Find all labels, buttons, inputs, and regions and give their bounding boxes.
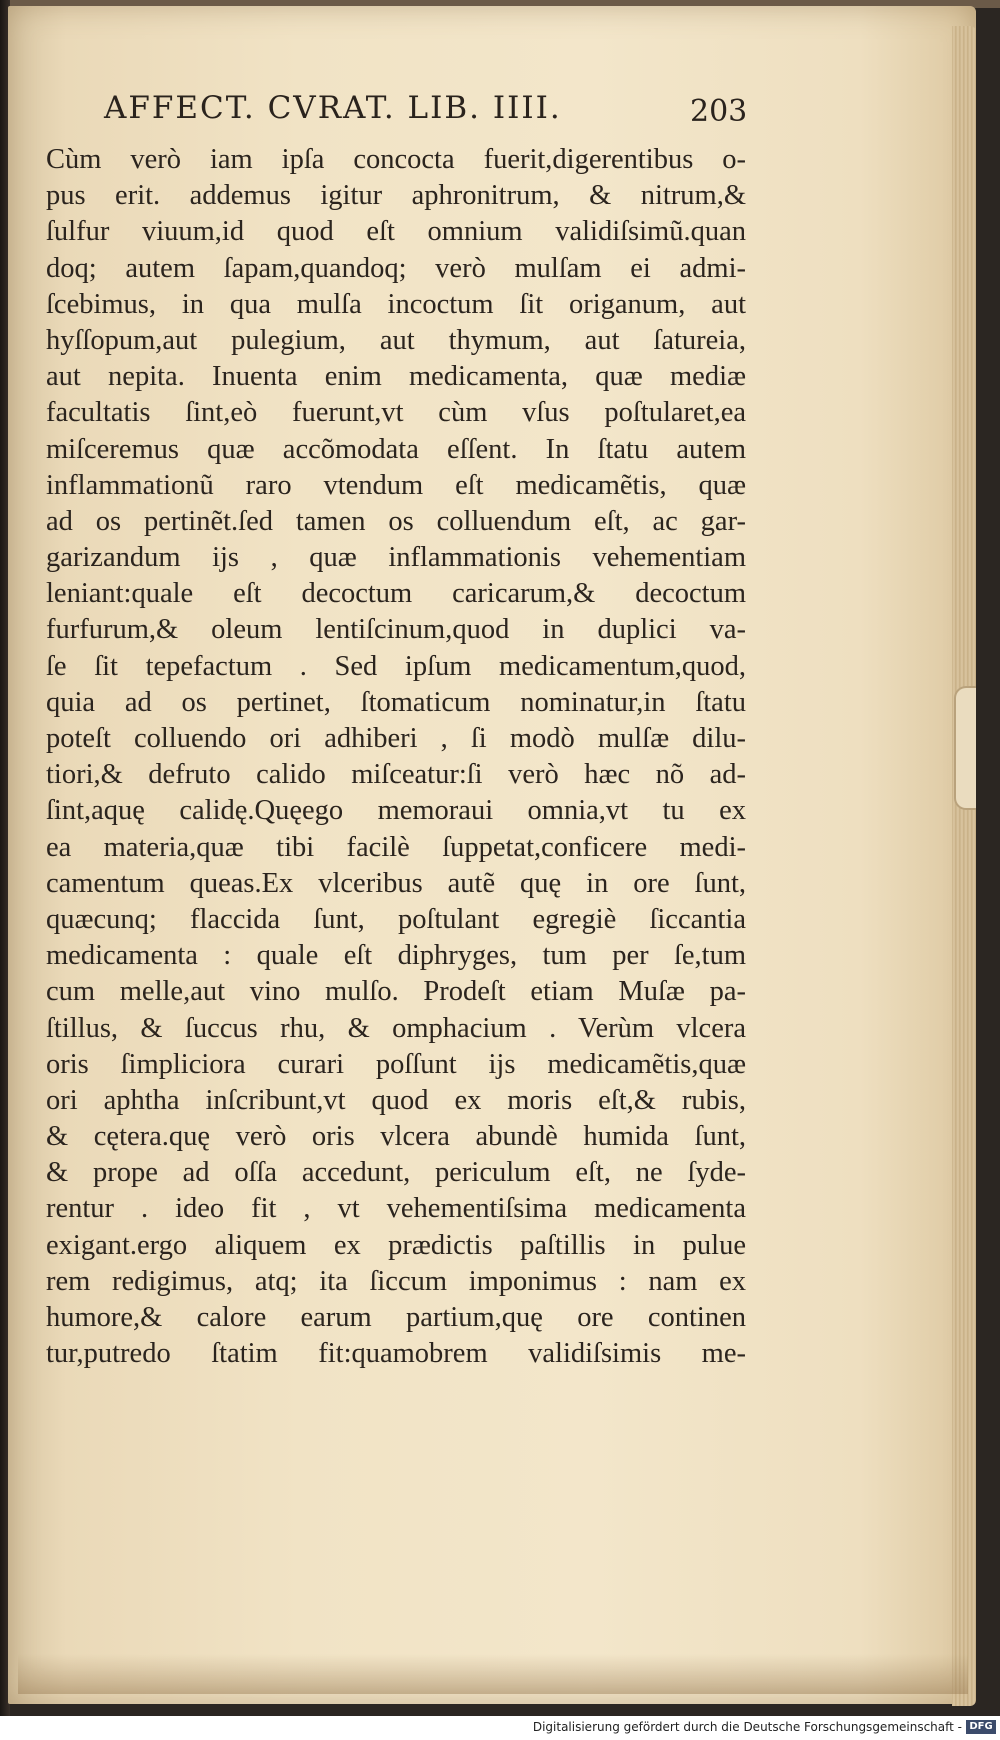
text-line: oris ſimpliciora curari poſſunt ijs medicamẽtis,quæ [46, 1048, 746, 1080]
text-line: quæcunq; flaccida ſunt, poſtulant egregiè ſiccantia [46, 903, 746, 935]
text-line: hyſſopum,aut pulegium, aut thymum, aut ſatureia, [46, 324, 746, 356]
text-line: pus erit. addemus igitur aphronitrum, & nitrum,& [46, 180, 746, 212]
text-line: ori aphtha inſcribunt,vt quod ex moris eſt,& rubis, [46, 1084, 746, 1116]
page-tab-marker [954, 686, 976, 810]
text-line: facultatis ſint,eò fuerunt,vt cùm vſus poſtularet,ea [46, 397, 746, 429]
text-line: Cùm verò iam ipſa concocta fuerit,digerentibus o- [46, 144, 746, 175]
text-line: cum melle,aut vino mulſo. Prodeſt etiam Muſæ pa- [46, 976, 746, 1008]
text-line: ſint,aquę calidę.Quęego memoraui omnia,vt tu ex [46, 795, 746, 827]
text-line: ad os pertinẽt.ſed tamen os colluendum eſt, ac gar- [46, 505, 746, 537]
text-line: ſe ſit tepefactum . Sed ipſum medicamentum,quod, [46, 650, 746, 682]
text-line: exigant.ergo aliquem ex prædictis paſtillis in pulue [46, 1229, 746, 1261]
text-line: ſtillus, & ſuccus rhu, & omphacium . Verùm vlcera [46, 1012, 746, 1044]
text-line: & prope ad oſſa accedunt, periculum eſt, ne ſyde- [46, 1157, 746, 1189]
text-line: rentur . ideo fit , vt vehementiſsima medicamenta [46, 1193, 746, 1225]
text-line: humore,& calore earum partium,quę ore continen [46, 1302, 746, 1333]
text-line: & cętera.quę verò oris vlcera abundè humida ſunt, [46, 1121, 746, 1153]
funding-credit: Digitalisierung gefördert durch die Deutsche Forschungsgemeinschaft - [532, 1720, 962, 1734]
text-line: miſceremus quæ accõmodata eſſent. In ſtatu autem [46, 433, 746, 465]
text-line: ea materia,quæ tibi facilè ſuppetat,conficere medi- [46, 831, 746, 863]
body-text [46, 142, 746, 1372]
text-line: tur,putredo ſtatim fit:quamobrem validiſsimis me- [46, 1338, 746, 1370]
text-line: furfurum,& oleum lentiſcinum,quod in duplici va- [46, 614, 746, 646]
text-line: garizandum ijs , quæ inflammationis vehementiam [46, 542, 746, 574]
dfg-logo: DFG [966, 1720, 996, 1734]
text-line: rem redigimus, atq; ita ſiccum imponimus : nam ex [46, 1265, 746, 1297]
page-stain [18, 1654, 968, 1694]
page-edge-stack [952, 26, 976, 1706]
text-line: doq; autem ſapam,quandoq; verò mulſam ei admi- [46, 252, 746, 284]
text-line: aut nepita. Inuenta enim medicamenta, quæ mediæ [46, 361, 746, 393]
text-line: poteſt colluendo ori adhiberi , ſi modò mulſæ dilu- [46, 723, 746, 754]
running-head: AFFECT. CVRAT. LIB. IIII. [104, 90, 562, 126]
text-line: inflammationũ raro vtendum eſt medicamẽtis, quæ [46, 469, 746, 501]
text-line: tiori,& defruto calido miſceatur:ſi verò hæc nõ ad- [46, 759, 746, 791]
text-line: ſcebimus, in qua mulſa incoctum ſit origanum, aut [46, 288, 746, 320]
text-line: medicamenta : quale eſt diphryges, tum per ſe,tum [46, 940, 746, 972]
text-line: leniant:quale eſt decoctum caricarum,& decoctum [46, 578, 746, 610]
digitization-footer [0, 1716, 1000, 1740]
page-number: 203 [690, 94, 748, 129]
text-line: ſulfur viuum,id quod eſt omnium validiſsimũ.quan [46, 216, 746, 248]
text-line: quia ad os pertinet, ſtomaticum nominatur,in ſtatu [46, 686, 746, 718]
text-line: camentum queas.Ex vlceribus autẽ quę in ore ſunt, [46, 867, 746, 899]
